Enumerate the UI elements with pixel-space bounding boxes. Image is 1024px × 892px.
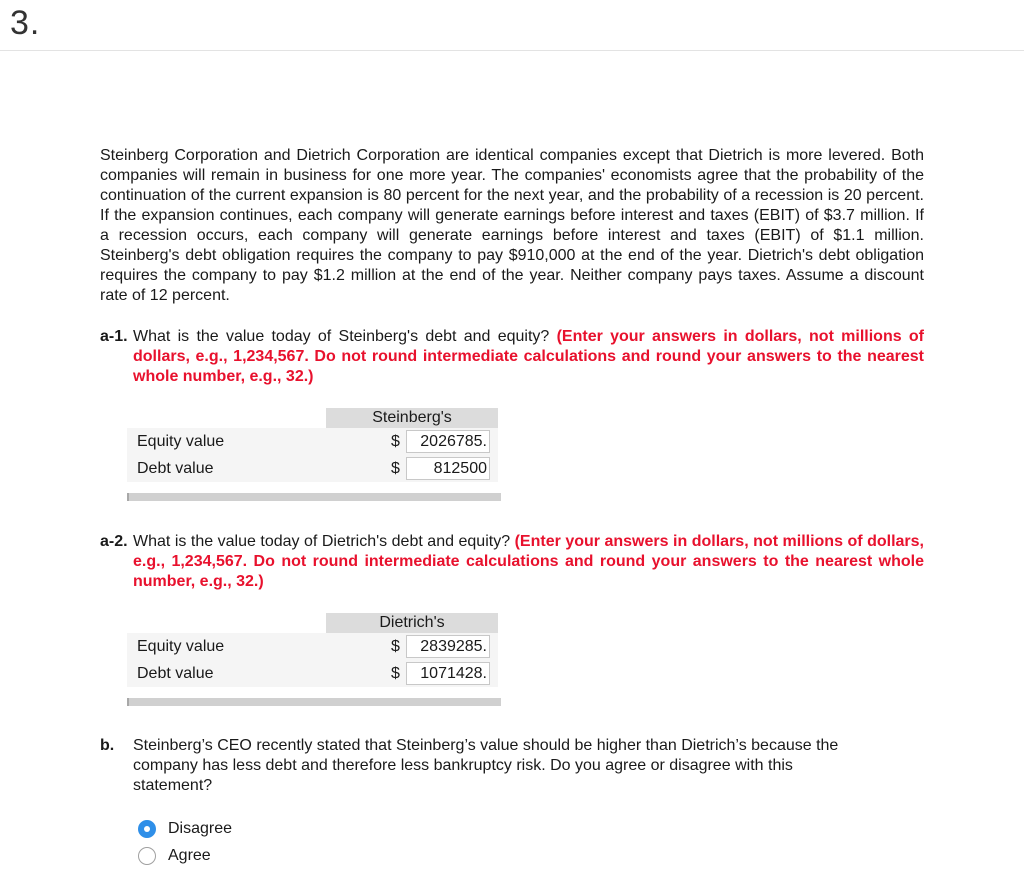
steinberg-table-header: Steinberg's xyxy=(326,408,498,428)
steinberg-equity-input[interactable]: 2026785. xyxy=(406,430,490,453)
steinberg-equity-row xyxy=(127,428,498,455)
dietrich-equity-input[interactable]: 2839285. xyxy=(406,635,490,658)
steinberg-debt-row xyxy=(127,455,498,482)
part-a1-instruction: (Enter your answers in dollars, not millions of dollars, e.g., 1,234,567. Do not round intermediate calculations and round your answers to the nearest whole number, e.g., 32.) xyxy=(133,328,924,385)
dietrich-equity-currency: $ xyxy=(391,638,400,655)
dietrich-table-header: Dietrich's xyxy=(326,613,498,633)
option-disagree-label[interactable]: Disagree xyxy=(168,820,233,837)
steinberg-table-scrollbar[interactable] xyxy=(127,493,501,501)
option-agree-label[interactable]: Agree xyxy=(168,847,211,864)
part-b-question-text: Steinberg’s CEO recently stated that Steinberg’s value should be higher than Dietrich’s because the company has less debt and therefore less bankruptcy risk. Do you agree or disagree with this statement? xyxy=(133,737,839,794)
dietrich-debt-currency: $ xyxy=(391,665,400,682)
problem-statement: Steinberg Corporation and Dietrich Corporation are identical companies except that Dietrich is more levered. Both companies will remain in business for one more year. The companies' economists agree that the probability of the continuation of the current expansion is 80 percent for the next year, and the probability of a recession is 20 percent. If the expansion continues, each company will generate earnings before interest and taxes (EBIT) of $3.7 million. If a recession occurs, each company will generate earnings before interest and taxes (EBIT) of $1.1 million. Steinberg's debt obligation requires the company to pay $910,000 at the end of the year. Dietrich's debt obligation requires the company to pay $1.2 million at the end of the year. Neither company pays taxes. Assume a discount rate of 12 percent. xyxy=(100,147,924,304)
header-divider xyxy=(0,50,1024,51)
radio-unselected-icon[interactable] xyxy=(138,847,156,865)
part-a2-label: a-2. xyxy=(100,533,128,550)
dietrich-debt-row xyxy=(127,660,498,687)
part-a1-label: a-1. xyxy=(100,328,128,345)
dietrich-equity-row xyxy=(127,633,498,660)
part-a1-question xyxy=(100,327,924,387)
part-a2-instruction: (Enter your answers in dollars, not millions of dollars, e.g., 1,234,567. Do not round intermediate calculations and round your answers to the nearest whole number, e.g., 32.) xyxy=(133,533,924,590)
radio-selected-icon[interactable] xyxy=(138,820,156,838)
dietrich-table-scrollbar[interactable] xyxy=(127,698,501,706)
part-a2-question xyxy=(100,532,924,592)
steinberg-equity-currency: $ xyxy=(391,433,400,450)
part-b-question xyxy=(100,736,924,796)
part-a1-question-text: What is the value today of Steinberg's debt and equity? xyxy=(133,328,550,345)
steinberg-debt-label: Debt value xyxy=(137,460,214,477)
dietrich-equity-label: Equity value xyxy=(137,638,225,655)
steinberg-debt-currency: $ xyxy=(391,460,400,477)
dietrich-debt-input[interactable]: 1071428. xyxy=(406,662,490,685)
steinberg-equity-label: Equity value xyxy=(137,433,225,450)
part-b-label: b. xyxy=(100,737,115,754)
question-number: 3. xyxy=(10,4,41,42)
part-a2-question-text: What is the value today of Dietrich's debt and equity? xyxy=(133,533,511,550)
steinberg-debt-input[interactable]: 812500 xyxy=(406,457,490,480)
dietrich-debt-label: Debt value xyxy=(137,665,214,682)
